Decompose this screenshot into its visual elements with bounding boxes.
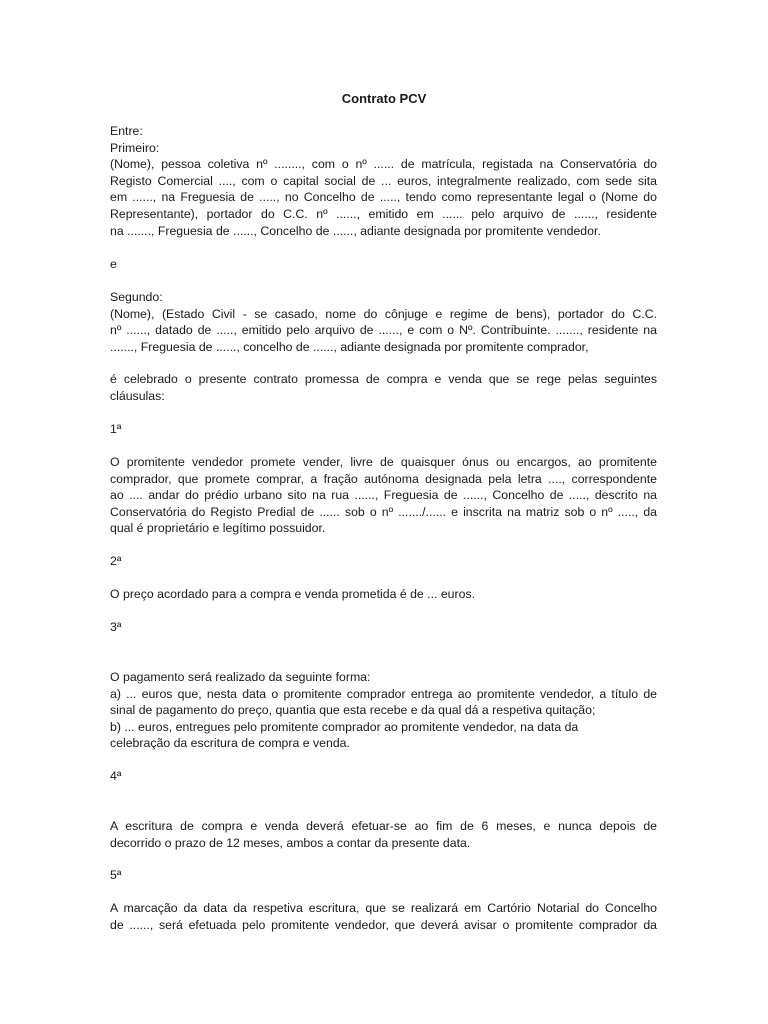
clause-body	[110, 818, 657, 851]
celebration-block	[110, 371, 657, 404]
conjunction-block	[110, 256, 657, 273]
party-one-line: em ......, na Freguesia de ....., no Concelho de ....., tendo como representante legal o (Nome do	[110, 190, 657, 205]
clause-number: 4ª	[110, 769, 122, 783]
entre-label: Entre:	[110, 124, 143, 138]
party-one-block	[110, 123, 657, 239]
clause-line: O pagamento será realizado da seguinte forma:	[110, 670, 371, 684]
clause-line: O preço acordado para a compra e venda prometida é de ... euros.	[110, 587, 476, 601]
clause-line: O promitente vendedor promete vender, livre de quaisquer ónus ou encargos, ao promitente	[110, 455, 657, 469]
primeiro-label: Primeiro:	[110, 140, 160, 155]
segundo-label: Segundo:	[110, 290, 163, 304]
party-one-line: (Nome), pessoa coletiva nº ........, com o nº ...... de matrícula, registada na Conservatória do	[110, 157, 657, 172]
conjunction-e: e	[110, 257, 117, 271]
clause-line: A escritura de compra e venda deverá efetuar-se ao fim de 6 meses, e nunca depois de	[110, 819, 657, 833]
clause-line: b) ... euros, entregues pelo promitente comprador ao promitente vendedor, na data da	[110, 719, 579, 734]
clause-line: a) ... euros que, nesta data o promitente comprador entrega ao promitente vendedor, a título de	[110, 686, 657, 701]
clause-number: 1ª	[110, 422, 122, 436]
party-two-line: ......., Freguesia de ......, concelho de ......, adiante designada por promitente comprador,	[110, 339, 589, 354]
clause-body	[110, 900, 657, 933]
clause-number: 5ª	[110, 868, 122, 882]
clause-line: Conservatória do Registo Predial de ...... sob o nº ......./...... e inscrita na matriz sob o nº ....., da	[110, 504, 657, 519]
document-title: Contrato PCV	[341, 91, 427, 106]
party-two-block	[110, 289, 657, 355]
clause-body	[110, 669, 657, 752]
clause-line: celebração da escritura de compra e venda.	[110, 736, 350, 751]
celebration-line: cláusulas:	[110, 388, 165, 403]
clause-line: comprador, que promete comprar, a fração autónoma designada pela letra ...., correspondente	[110, 471, 657, 486]
clause-line: A marcação da data da respetiva escritura, que se realizará em Cartório Notarial do Concelho	[110, 901, 657, 915]
party-one-line: Representante), portador do C.C. nº ......, emitido em ...... pelo arquivo de ......, residente	[110, 206, 657, 221]
celebration-line: é celebrado o presente contrato promessa de compra e venda que se rege pelas seguintes	[110, 372, 657, 386]
clause-number: 3ª	[110, 620, 122, 634]
party-two-line: nº ......, datado de ....., emitido pelo arquivo de ......, e com o Nº. Contribuinte. ......., residente na	[110, 323, 657, 338]
clause-line: sinal de pagamento do preço, quantia que esta recebe e da qual dá a respetiva quitação;	[110, 703, 596, 718]
party-one-line: na ......., Freguesia de ......, Concelho de ......, adiante designada por promitente vendedor.	[110, 223, 601, 238]
party-two-line: (Nome), (Estado Civil - se casado, nome do cônjuge e regime de bens), portador do C.C.	[110, 306, 657, 321]
clause-line: de ......, será efetuada pelo promitente vendedor, que deverá avisar o promitente comprador da	[110, 917, 657, 932]
clause-line: qual é proprietário e legítimo possuidor.	[110, 521, 326, 536]
party-one-line: Registo Comercial ...., com o capital social de ... euros, integralmente realizado, com sede sita	[110, 173, 657, 188]
clause-body	[110, 586, 657, 603]
clause-line: decorrido o prazo de 12 meses, ambos a contar da presente data.	[110, 835, 471, 850]
clause-line: ao .... andar do prédio urbano sito na rua ......, Freguesia de ......, Concelho de ....., descrito na	[110, 488, 657, 503]
clause-number: 2ª	[110, 554, 122, 568]
clause-body	[110, 454, 657, 537]
